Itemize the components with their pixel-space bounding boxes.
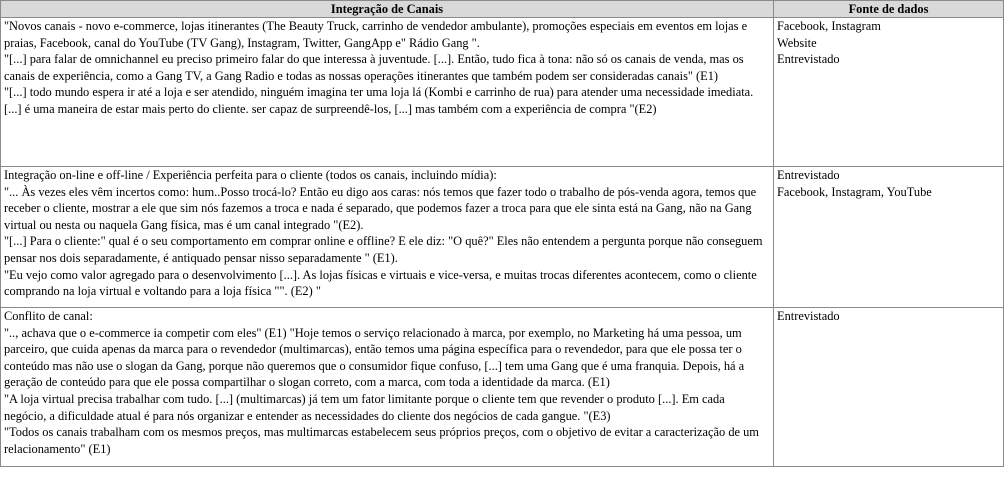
source-item: Facebook, Instagram, YouTube [777, 184, 932, 199]
quote-paragraph: "A loja virtual precisa trabalhar com tudo. [...] (multimarcas) já tem um fator limitante porque o cliente tem que revender o produto [...]. Em cada negócio, a dificuldade atual é para nós organizar e entender as necessidades do cliente dos negócios de cada gangue. "(E3) [4, 391, 725, 423]
row-source-cell [774, 308, 1004, 467]
row-source-cell [774, 167, 1004, 308]
table-row [1, 18, 1004, 167]
source-item: Entrevistado [777, 168, 840, 182]
header-data-source: Fonte de dados [774, 1, 1004, 18]
table-row [1, 308, 1004, 467]
section-heading: Integração on-line e off-line / Experiência perfeita para o cliente (todos os canais, incluindo mídia): [4, 168, 497, 182]
row-content-cell [1, 18, 774, 167]
source-item: Entrevistado [777, 309, 840, 323]
quote-paragraph: "Todos os canais trabalham com os mesmos preços, mas multimarcas estabelecem seus próprios preços, com o objetivo de evitar a caracterização de um relacionamento" (E1) [4, 425, 759, 456]
row-content-cell [1, 167, 774, 308]
quote-paragraph: "[...] todo mundo espera ir até a loja e ser atendido, ninguém imagina ter uma loja lá (Kombi e carrinho de rua) para atender uma necessidade imediata. [...] é uma maneira de estar mais perto do cliente. ser capaz de surpreendê-los, [...] mas também com a experiência de compra "(E2) [4, 85, 754, 116]
quote-paragraph: ".., achava que o e-commerce ia competir com eles" (E1) "Hoje temos o serviço relacionado à marca, por exemplo, no Marketing há uma pessoa, um parceiro, que cuida apenas da marca para o revendedor (multimarcas), então temos uma página específica para o revendedor, para que ele possa ter o conteúdo mas não use o slogan da Gang, porque não queremos que o consumidor fique confuso, [...] tem uma Gang que é uma franquia. Depois, há a geração de conteúdo para que ele possa compartilhar o slogan correto, com a marca, com toda a identidade da marca. (E1) [4, 325, 745, 390]
table-row [1, 167, 1004, 308]
quote-paragraph: "[...] Para o cliente:" qual é o seu comportamento em comprar online e offline? E ele diz: "O quê?" Eles não entendem a pergunta porque não conseguem pensar nos dois separadamente, é antiquado pensar nisso separadamente " (E1). [4, 234, 763, 265]
quote-paragraph: "Eu vejo como valor agregado para o desenvolvimento [...]. As lojas físicas e virtuais e vice-versa, e muitas trocas diferentes acontecem, como o cliente comprando na loja virtual e voltando para a loja física "". (E2) " [4, 267, 757, 299]
quote-paragraph: "Novos canais - novo e-commerce, lojas itinerantes (The Beauty Truck, carrinho de vendedor ambulante), promoções especiais em eventos em lojas e praias, Facebook, canal do YouTube (TV Gang), Instagram, Twitter, GangApp e" Rádio Gang ". [4, 19, 748, 50]
row-source-cell [774, 18, 1004, 167]
source-item: Website [777, 35, 817, 50]
quote-paragraph: "[...] para falar de omnichannel eu preciso primeiro falar do que interessa à juventude. [...]. Então, tudo fica à tona: não só os canais de venda, mas os canais de experiência, como a Gang TV, a Gang Radio e todas as nossas operações itinerantes que também podem ser consideradas canais" (E1) [4, 52, 744, 83]
section-heading: Conflito de canal: [4, 309, 93, 323]
source-item: Entrevistado [777, 52, 840, 67]
header-integration: Integração de Canais [1, 1, 774, 18]
row-content-cell [1, 308, 774, 467]
quote-paragraph: "... Às vezes eles vêm incertos como: hum..Posso trocá-lo? Então eu digo aos caras: nós temos que fazer todo o trabalho de pós-venda agora, temos que receber o cliente, mostrar a ele que sim nós fazemos a troca e nada é separado, que podemos fazer a troca para que ele sinta está na Gang, não na Gang virtual ou nesta ou naquela Gang física, mas é um canal integrado "(E2). [4, 184, 757, 232]
header-row [1, 1, 1004, 18]
source-item: Facebook, Instagram [777, 19, 881, 33]
